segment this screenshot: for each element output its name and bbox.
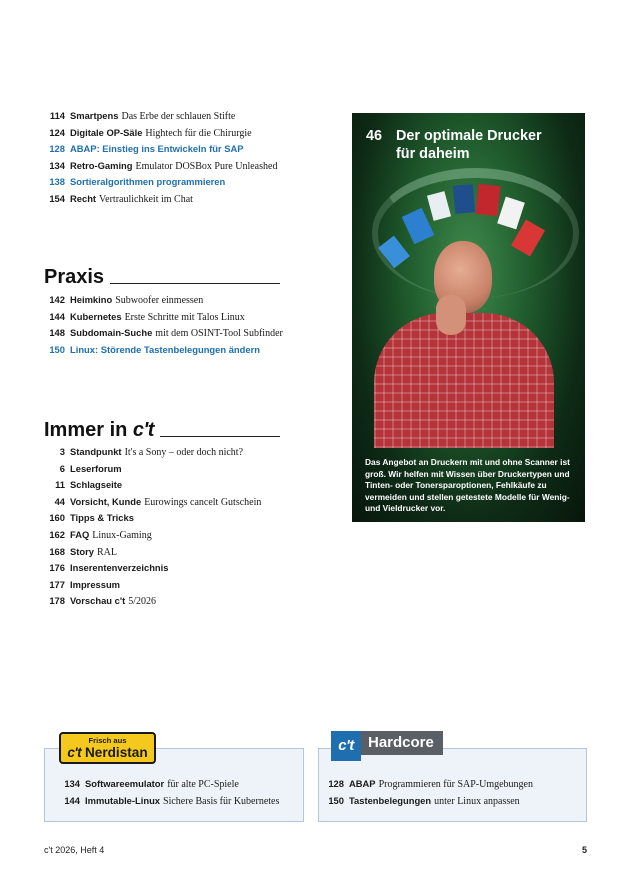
article-keyword: Story [70,545,94,557]
page-number: 177 [49,578,65,590]
toc-row[interactable] [44,527,306,544]
printer-box-graphic [453,184,475,214]
feature-description: Das Angebot an Druckern mit und ohne Scanner ist groß. Wir helfen mit Wissen über Druckertypen und Tinten- oder Tonersparoptionen, Fehlkäufe zu vermeiden und stellen getestete Modelle für Wenig- und Vieldrucker vor. [365,457,570,514]
article-keyword: ABAP: Einstieg ins Entwickeln für SAP [70,143,244,155]
article-description: 5/2026 [128,596,156,608]
page-number: 144 [64,795,80,806]
page-number: 6 [59,462,65,474]
article-description: Vertraulichkeit im Chat [99,193,193,205]
article-keyword: Recht [70,192,97,204]
article-keyword: Impressum [70,578,121,590]
article-description: Eurowings cancelt Gutschein [144,496,262,508]
toc-row[interactable] [59,792,279,809]
toc-row[interactable] [323,775,533,792]
page-number: 148 [49,327,65,339]
page-number: 154 [49,192,65,204]
page-number: 160 [49,512,65,524]
page-number: 134 [49,159,65,171]
feature-page-number: 46 [366,128,383,144]
toc-row[interactable] [44,494,306,511]
article-description: für alte PC-Spiele [167,779,239,790]
issue-footer: c't 2026, Heft 4 [44,845,105,855]
toc-row[interactable] [44,560,306,577]
article-keyword: FAQ [70,528,90,540]
article-keyword: Sortieralgorithmen programmieren [70,176,226,188]
toc-row[interactable] [323,792,533,809]
feature-title-line: für daheim [396,146,470,162]
article-keyword: Leserforum [70,462,122,474]
toc-row[interactable] [44,158,306,175]
toc-row[interactable] [44,174,306,191]
article-keyword: Schlagseite [70,479,123,491]
page-number: 150 [328,795,344,806]
person-hand-graphic [436,295,466,335]
toc-row[interactable] [44,577,306,594]
heading-rule [110,283,280,284]
heading-rule [160,436,280,437]
article-keyword: Linux: Störende Tastenbelegungen ändern [70,343,260,355]
article-description: Erste Schritte mit Talos Linux [124,311,245,323]
top-article-list [44,108,306,208]
praxis-list [44,292,306,358]
section-heading-immer [44,419,280,441]
nerdistan-badge [59,732,156,764]
toc-row[interactable] [44,325,306,342]
article-description: unter Linux anpassen [434,796,520,807]
article-description: RAL [96,546,117,558]
article-description: Linux-Gaming [92,529,152,541]
ct-logo: c't [132,419,154,441]
toc-row[interactable] [44,510,306,527]
person-shirt-graphic [374,313,554,448]
page-number: 144 [49,310,65,322]
badge-small-text: Frisch aus [88,736,127,745]
article-keyword: Digitale OP-Säle [70,126,143,138]
article-keyword: Heimkino [70,294,113,305]
page-number: 142 [49,294,65,305]
toc-row[interactable] [44,477,306,494]
page-number: 44 [54,495,65,507]
toc-row[interactable] [44,342,306,359]
toc-row[interactable] [44,309,306,326]
article-keyword: Tipps & Tricks [70,512,134,524]
page-number: 3 [59,446,65,457]
toc-row[interactable] [44,191,306,208]
article-description: Das Erbe der schlauen Stifte [121,111,236,122]
article-keyword: ABAP [349,778,376,789]
section-heading-praxis [44,266,280,288]
page-number: 124 [49,126,65,138]
ct-logo: c't [67,745,82,760]
article-keyword: Vorsicht, Kunde [70,495,142,507]
article-description: Emulator DOSBox Pure Unleashed [135,160,278,172]
toc-row[interactable] [44,141,306,158]
article-keyword: Vorschau c't [70,595,126,607]
article-keyword: Immutable-Linux [85,795,161,806]
page-number: 114 [49,110,65,121]
feature-title [366,127,571,163]
toc-row[interactable] [44,461,306,478]
page-number: 168 [49,545,65,557]
toc-row[interactable] [44,125,306,142]
article-description: It's a Sony – oder doch nicht? [124,447,244,458]
page-number: 11 [55,479,65,491]
page-number: 150 [49,343,65,355]
article-keyword: Subdomain-Suche [70,327,153,339]
article-keyword: Smartpens [70,110,119,121]
article-description: Sichere Basis für Kubernetes [163,796,280,807]
article-keyword: Kubernetes [70,310,122,322]
article-keyword: Standpunkt [70,446,122,457]
hardcore-badge [331,731,443,761]
article-description: Programmieren für SAP-Umgebungen [378,779,533,790]
badge-title: Hardcore [361,731,443,755]
page-number: 176 [49,562,65,574]
page-number: 128 [49,143,65,155]
page-number: 162 [49,528,65,540]
feature-title-line: Der optimale Drucker [396,128,542,144]
toc-row[interactable] [44,444,306,461]
toc-row[interactable] [44,292,306,309]
page-number-footer: 5 [581,845,587,855]
article-description: Subwoofer einmessen [115,295,204,306]
toc-row[interactable] [44,108,306,125]
section-heading-text: Immer in [44,419,133,441]
toc-row[interactable] [44,593,306,610]
page-number: 128 [328,778,344,789]
toc-row[interactable] [44,544,306,561]
article-description: mit dem OSINT-Tool Subfinder [155,328,283,340]
printer-box-graphic [475,184,500,216]
page-number: 178 [49,595,65,607]
badge-title: Nerdistan [84,745,148,760]
article-keyword: Tastenbelegungen [349,795,432,806]
page-number: 138 [49,176,65,188]
page-number: 134 [64,778,80,789]
article-keyword: Retro-Gaming [70,159,133,171]
section-heading-text: Praxis [44,266,105,288]
article-description: Hightech für die Chirurgie [145,127,252,139]
article-keyword: Softwareemulator [85,778,165,789]
ct-logo: c't [331,731,361,761]
article-keyword: Inserentenverzeichnis [70,562,169,574]
feature-teaser-image[interactable] [352,113,585,522]
regular-sections-list [44,444,306,610]
toc-row[interactable] [59,775,279,792]
